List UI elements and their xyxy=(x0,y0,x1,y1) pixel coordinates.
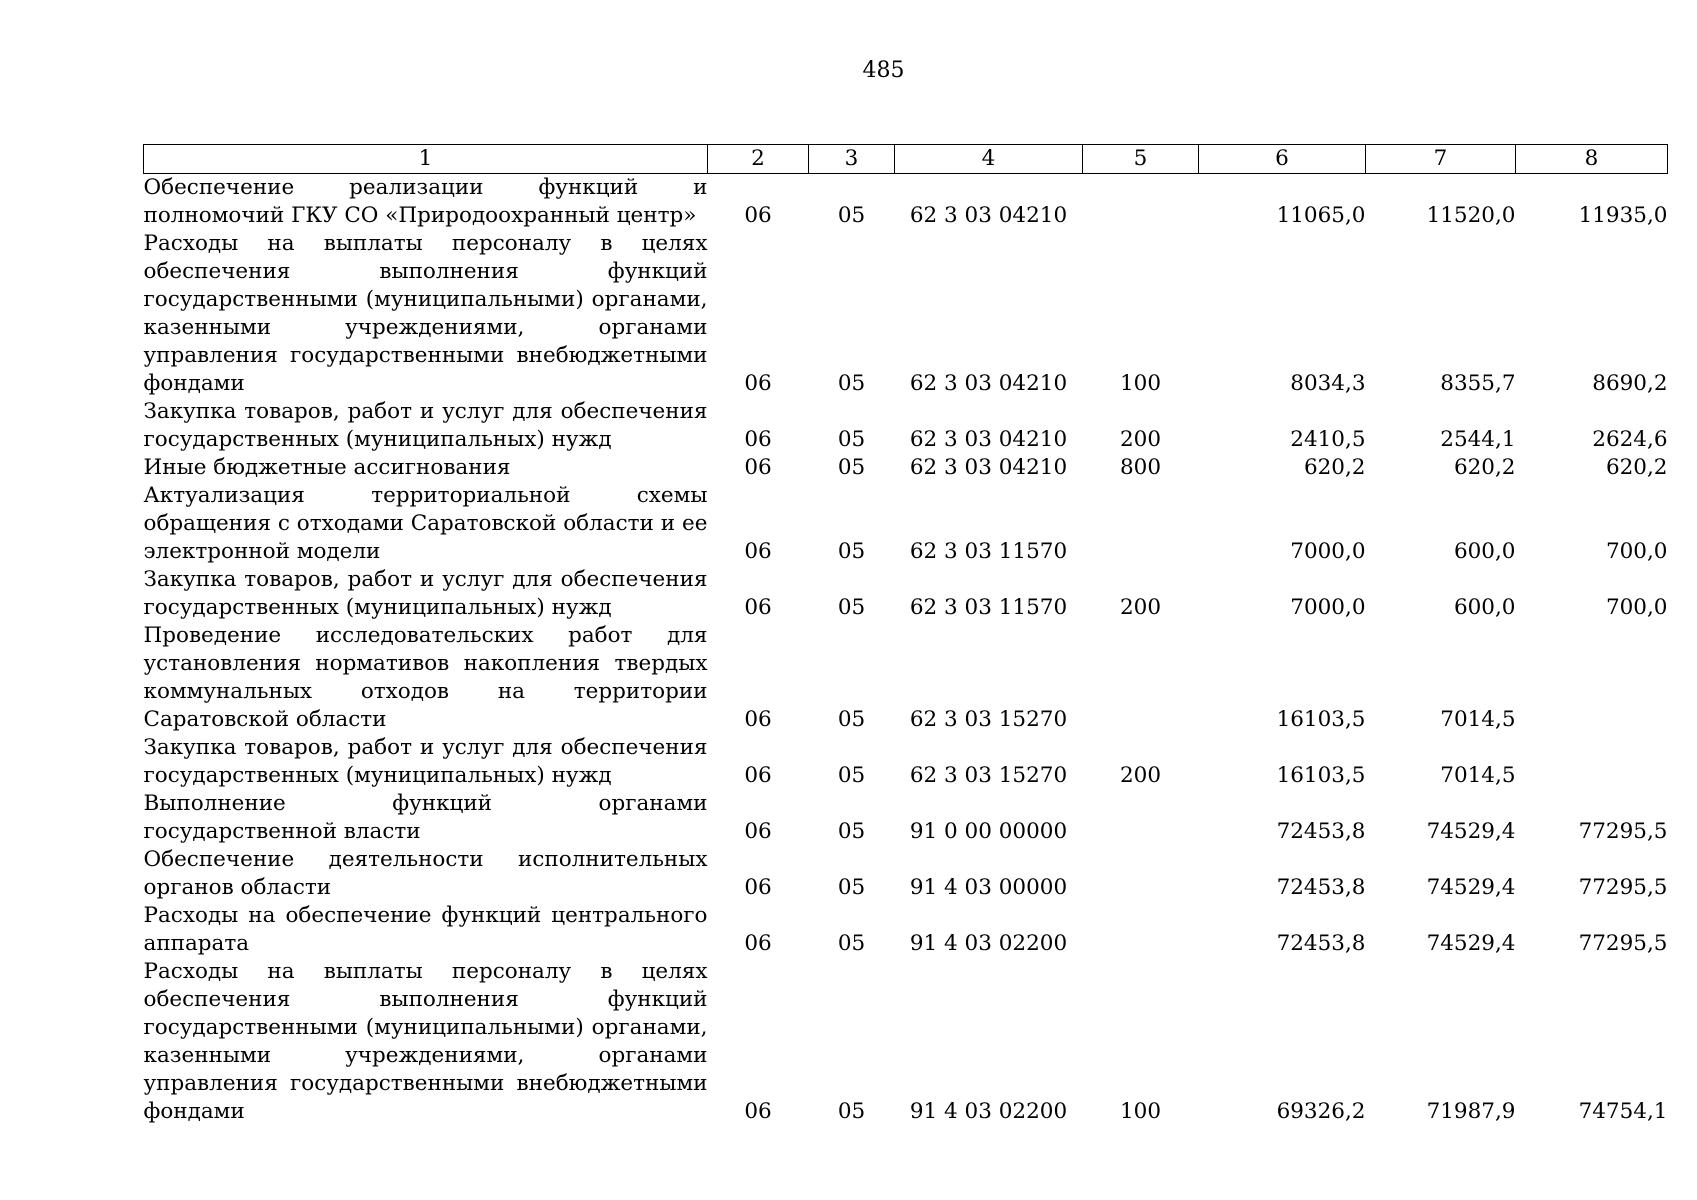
amount-col8-cell: 74754,1 xyxy=(1578,1099,1668,1124)
section-code-cell: 06 xyxy=(744,931,772,956)
column-header: 3 xyxy=(809,145,895,174)
row-name-cell: Расходы на обеспечение функций центрального аппарата xyxy=(143,903,708,956)
amount-col8-cell xyxy=(1516,622,1668,734)
subsection-code-cell: 05 xyxy=(837,707,866,732)
amount-col7-cell: 74529,4 xyxy=(1426,819,1516,844)
amount-col6-cell: 72453,8 xyxy=(1276,819,1366,844)
subsection-code-cell: 05 xyxy=(837,763,866,788)
row-name-cell: Расходы на выплаты персоналу в целях обеспечения выполнения функций государственными (муниципальными) органами, казенными учреждениями, органами управления государственными внебюджетными фондами xyxy=(143,959,708,1124)
expense-type-cell: 200 xyxy=(1119,595,1162,620)
expense-type-cell xyxy=(1083,846,1199,902)
column-header: 1 xyxy=(144,145,708,174)
expense-type-cell xyxy=(1083,482,1199,566)
section-code-cell: 06 xyxy=(744,1099,772,1124)
table-row xyxy=(144,398,1668,454)
table-row xyxy=(144,566,1668,622)
target-article-cell: 62 3 03 04210 xyxy=(909,455,1068,480)
target-article-cell: 91 4 03 02200 xyxy=(909,1099,1068,1124)
table-row xyxy=(144,790,1668,846)
row-name-cell: Закупка товаров, работ и услуг для обеспечения государственных (муниципальных) нужд xyxy=(143,399,708,452)
table-row xyxy=(144,454,1668,482)
amount-col7-cell: 74529,4 xyxy=(1426,931,1516,956)
amount-col8-cell: 11935,0 xyxy=(1578,203,1668,228)
column-header: 5 xyxy=(1083,145,1199,174)
expense-type-cell: 800 xyxy=(1119,455,1162,480)
target-article-cell: 62 3 03 15270 xyxy=(909,763,1068,788)
expense-type-cell xyxy=(1083,622,1199,734)
amount-col7-cell: 620,2 xyxy=(1453,455,1516,480)
amount-col8-cell: 700,0 xyxy=(1605,539,1668,564)
amount-col8-cell: 77295,5 xyxy=(1578,875,1668,900)
amount-col7-cell: 7014,5 xyxy=(1440,707,1516,732)
table-row xyxy=(144,958,1668,1126)
table-row xyxy=(144,174,1668,231)
row-name-cell: Проведение исследовательских работ для установления нормативов накопления твердых коммунальных отходов на территории Саратовской области xyxy=(143,623,708,732)
amount-col8-cell: 77295,5 xyxy=(1578,819,1668,844)
row-name-cell: Выполнение функций органами государственной власти xyxy=(143,791,708,844)
target-article-cell: 62 3 03 15270 xyxy=(909,707,1068,732)
amount-col7-cell: 74529,4 xyxy=(1426,875,1516,900)
page-number: 485 xyxy=(862,58,905,83)
subsection-code-cell: 05 xyxy=(837,371,866,396)
target-article-cell: 91 4 03 00000 xyxy=(909,875,1068,900)
subsection-code-cell: 05 xyxy=(837,931,866,956)
target-article-cell: 62 3 03 04210 xyxy=(909,203,1068,228)
amount-col8-cell: 77295,5 xyxy=(1578,931,1668,956)
subsection-code-cell: 05 xyxy=(837,1099,866,1124)
amount-col6-cell: 16103,5 xyxy=(1276,707,1366,732)
column-header: 6 xyxy=(1199,145,1366,174)
amount-col6-cell: 7000,0 xyxy=(1290,595,1366,620)
expense-type-cell: 200 xyxy=(1119,763,1162,788)
amount-col8-cell: 620,2 xyxy=(1605,455,1668,480)
section-code-cell: 06 xyxy=(744,707,772,732)
amount-col7-cell: 2544,1 xyxy=(1440,427,1516,452)
subsection-code-cell: 05 xyxy=(837,875,866,900)
amount-col7-cell: 600,0 xyxy=(1453,539,1516,564)
section-code-cell: 06 xyxy=(744,427,772,452)
column-header: 7 xyxy=(1366,145,1516,174)
subsection-code-cell: 05 xyxy=(837,427,866,452)
amount-col7-cell: 7014,5 xyxy=(1440,763,1516,788)
amount-col6-cell: 8034,3 xyxy=(1290,371,1366,396)
row-name-cell: Иные бюджетные ассигнования xyxy=(143,455,511,480)
section-code-cell: 06 xyxy=(744,875,772,900)
target-article-cell: 62 3 03 04210 xyxy=(909,427,1068,452)
column-header: 4 xyxy=(895,145,1083,174)
table-row xyxy=(144,902,1668,958)
section-code-cell: 06 xyxy=(744,203,772,228)
table-header-row xyxy=(144,145,1668,174)
subsection-code-cell: 05 xyxy=(837,595,866,620)
amount-col8-cell: 2624,6 xyxy=(1592,427,1668,452)
expense-type-cell: 100 xyxy=(1119,1099,1162,1124)
target-article-cell: 62 3 03 04210 xyxy=(909,371,1068,396)
table-row xyxy=(144,230,1668,398)
amount-col6-cell: 69326,2 xyxy=(1276,1099,1366,1124)
amount-col6-cell: 16103,5 xyxy=(1276,763,1366,788)
expense-type-cell: 100 xyxy=(1119,371,1162,396)
section-code-cell: 06 xyxy=(744,539,772,564)
amount-col7-cell: 8355,7 xyxy=(1440,371,1516,396)
expense-type-cell xyxy=(1083,174,1199,231)
expense-type-cell xyxy=(1083,902,1199,958)
subsection-code-cell: 05 xyxy=(837,819,866,844)
table-row xyxy=(144,622,1668,734)
target-article-cell: 62 3 03 11570 xyxy=(909,595,1068,620)
subsection-code-cell: 05 xyxy=(837,203,866,228)
table-row xyxy=(144,734,1668,790)
amount-col6-cell: 7000,0 xyxy=(1290,539,1366,564)
amount-col8-cell: 8690,2 xyxy=(1592,371,1668,396)
expense-type-cell xyxy=(1083,790,1199,846)
section-code-cell: 06 xyxy=(744,763,772,788)
amount-col8-cell xyxy=(1516,734,1668,790)
amount-col6-cell: 11065,0 xyxy=(1276,203,1366,228)
row-name-cell: Расходы на выплаты персоналу в целях обеспечения выполнения функций государственными (муниципальными) органами, казенными учреждениями, органами управления государственными внебюджетными фондами xyxy=(143,231,708,396)
amount-col6-cell: 72453,8 xyxy=(1276,931,1366,956)
row-name-cell: Обеспечение реализации функций и полномочий ГКУ СО «Природоохранный центр» xyxy=(143,175,708,228)
row-name-cell: Закупка товаров, работ и услуг для обеспечения государственных (муниципальных) нужд xyxy=(143,735,708,788)
table-body xyxy=(144,174,1668,1127)
section-code-cell: 06 xyxy=(744,455,772,480)
section-code-cell: 06 xyxy=(744,595,772,620)
row-name-cell: Актуализация территориальной схемы обращения с отходами Саратовской области и ее электронной модели xyxy=(143,483,708,564)
amount-col6-cell: 2410,5 xyxy=(1290,427,1366,452)
target-article-cell: 91 0 00 00000 xyxy=(909,819,1068,844)
subsection-code-cell: 05 xyxy=(837,455,866,480)
target-article-cell: 62 3 03 11570 xyxy=(909,539,1068,564)
column-header: 2 xyxy=(708,145,809,174)
table-row xyxy=(144,482,1668,566)
expense-type-cell: 200 xyxy=(1119,427,1162,452)
target-article-cell: 91 4 03 02200 xyxy=(909,931,1068,956)
amount-col7-cell: 11520,0 xyxy=(1426,203,1516,228)
amount-col7-cell: 71987,9 xyxy=(1426,1099,1516,1124)
table-row xyxy=(144,846,1668,902)
section-code-cell: 06 xyxy=(744,819,772,844)
subsection-code-cell: 05 xyxy=(837,539,866,564)
amount-col7-cell: 600,0 xyxy=(1453,595,1516,620)
budget-table xyxy=(143,144,1668,1126)
amount-col6-cell: 72453,8 xyxy=(1276,875,1366,900)
row-name-cell: Обеспечение деятельности исполнительных органов области xyxy=(143,847,708,900)
amount-col8-cell: 700,0 xyxy=(1605,595,1668,620)
row-name-cell: Закупка товаров, работ и услуг для обеспечения государственных (муниципальных) нужд xyxy=(143,567,708,620)
amount-col6-cell: 620,2 xyxy=(1303,455,1366,480)
section-code-cell: 06 xyxy=(744,371,772,396)
column-header: 8 xyxy=(1516,145,1668,174)
